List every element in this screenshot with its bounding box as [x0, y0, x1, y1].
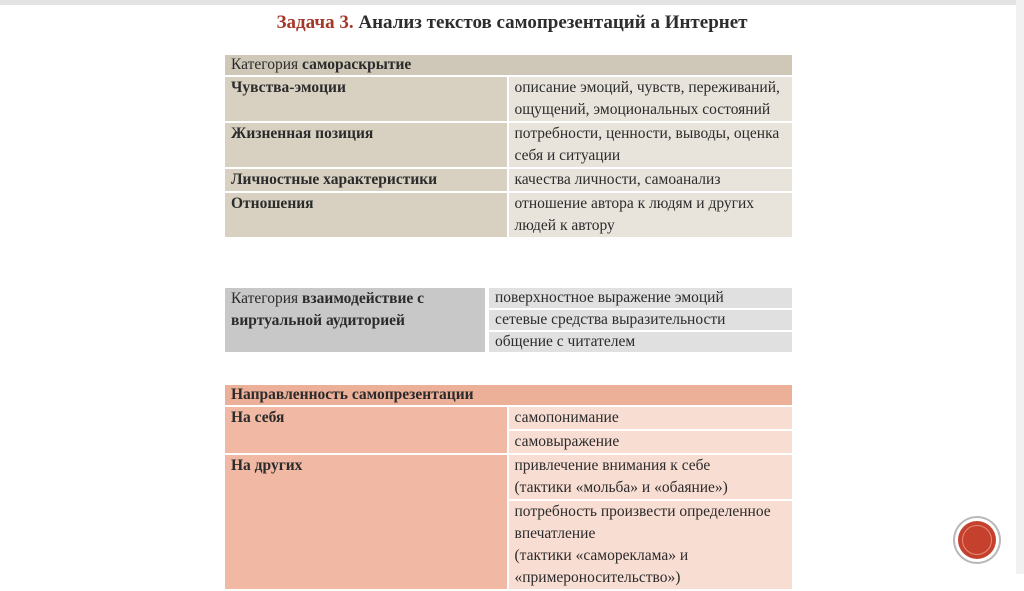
- interaction-item: поверхностное выражение эмоций: [489, 288, 792, 308]
- table-row: [225, 288, 792, 308]
- direction-item: самовыражение: [509, 431, 793, 453]
- interaction-table: [225, 286, 792, 354]
- direction-item-line: потребность произвести определенное впечатление: [514, 503, 771, 542]
- row-label: Жизненная позиция: [225, 123, 509, 167]
- category-name: взаимодействие с виртуальной аудиторией: [231, 290, 425, 329]
- interaction-item: общение с читателем: [489, 332, 792, 352]
- interaction-item: сетевые средства выразительности: [489, 310, 792, 330]
- category-prefix: Категория: [231, 56, 299, 73]
- category-prefix: Категория: [231, 290, 299, 307]
- direction-item: [509, 501, 793, 589]
- direction-item: самопонимание: [509, 407, 793, 429]
- direction-header-row: [225, 385, 792, 405]
- direction-item-line: привлечение внимания к себе: [514, 457, 711, 474]
- task-title-text: Анализ текстов самопрезентаций а Интернет: [358, 12, 748, 33]
- row-label: Чувства-эмоции: [225, 77, 509, 121]
- row-value: потребности, ценности, выводы, оценка себя и ситуации: [509, 123, 793, 167]
- slide-top-border: [0, 0, 1024, 5]
- row-value: описание эмоций, чувств, переживаний, ощущений, эмоциональных состояний: [509, 77, 793, 121]
- self-disclosure-header: [225, 55, 792, 75]
- self-disclosure-table: [225, 53, 792, 239]
- direction-item-line: (тактики «мольба» и «обаяние»): [514, 479, 728, 496]
- row-value: отношение автора к людям и других людей к автору: [509, 193, 793, 237]
- direction-header: Направленность самопрезентации: [225, 385, 792, 405]
- table-row: [225, 407, 792, 429]
- table-row: [225, 169, 792, 191]
- slide-title: [0, 12, 1024, 34]
- table-row: [225, 123, 792, 167]
- interaction-category-label: [225, 288, 489, 352]
- slide-right-border: [1016, 0, 1024, 574]
- decorative-circle-logo: [958, 521, 996, 559]
- row-label: Отношения: [225, 193, 509, 237]
- self-disclosure-header-row: [225, 55, 792, 75]
- direction-item: [509, 455, 793, 499]
- category-name: самораскрытие: [302, 56, 412, 73]
- direction-item-line: (тактики «самореклама» и «примероносительство»): [514, 547, 689, 586]
- direction-others-label: На других: [225, 455, 509, 589]
- table-row: [225, 455, 792, 499]
- row-value: качества личности, самоанализ: [509, 169, 793, 191]
- direction-self-label: На себя: [225, 407, 509, 453]
- table-row: [225, 193, 792, 237]
- direction-table: [225, 383, 792, 591]
- task-label: Задача 3.: [276, 12, 354, 33]
- row-label: Личностные характеристики: [225, 169, 509, 191]
- table-row: [225, 77, 792, 121]
